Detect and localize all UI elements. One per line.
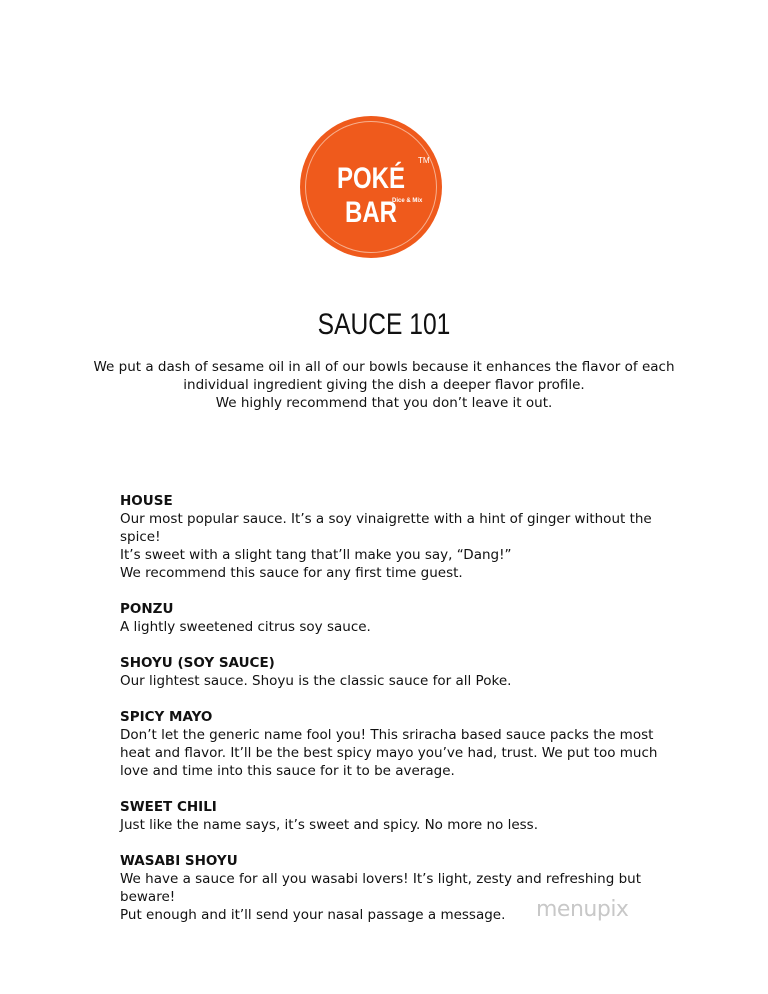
sauce-description-line: It’s sweet with a slight tang that’ll make you say, “Dang!”: [120, 547, 512, 563]
logo-tagline: Dice & Mix: [392, 198, 423, 204]
intro-text: [0, 358, 768, 412]
sauce-description-line: Our lightest sauce. Shoyu is the classic sauce for all Poke.: [120, 673, 512, 689]
sauce-name: HOUSE: [120, 493, 173, 509]
sauce-description-line: Just like the name says, it’s sweet and spicy. No more no less.: [120, 817, 538, 833]
sauce-item: [120, 654, 680, 690]
sauce-name: SPICY MAYO: [120, 709, 213, 725]
sauce-item: [120, 492, 680, 582]
menupix-watermark: menupix: [536, 897, 629, 922]
page-title: SAUCE 101: [317, 308, 451, 341]
sauce-name: WASABI SHOYU: [120, 853, 238, 869]
sauce-description-line: heat and flavor. It’ll be the best spicy mayo you’ve had, trust. We put too much: [120, 745, 658, 761]
sauce-description-line: love and time into this sauce for it to be average.: [120, 763, 455, 779]
intro-line: We highly recommend that you don’t leave it out.: [215, 395, 553, 411]
sauce-description-line: We recommend this sauce for any first time guest.: [120, 565, 463, 581]
intro-line: individual ingredient giving the dish a deeper flavor profile.: [183, 377, 585, 393]
logo-trademark: TM: [418, 156, 430, 165]
sauce-name: SWEET CHILI: [120, 799, 217, 815]
sauce-description-line: Don’t let the generic name fool you! This sriracha based sauce packs the most: [120, 727, 654, 743]
sauce-description-line: Our most popular sauce. It’s a soy vinaigrette with a hint of ginger without the spice!: [120, 511, 652, 545]
intro-line: We put a dash of sesame oil in all of our bowls because it enhances the flavor of each: [93, 359, 675, 375]
sauce-description-line: We have a sauce for all you wasabi lovers! It’s light, zesty and refreshing but beware!: [120, 871, 641, 905]
sauce-name: SHOYU (SOY SAUCE): [120, 655, 275, 671]
sauce-item: [120, 708, 680, 780]
poke-bar-logo: [300, 116, 442, 258]
sauce-name: PONZU: [120, 601, 174, 617]
sauce-description-line: A lightly sweetened citrus soy sauce.: [120, 619, 371, 635]
sauce-description-line: Put enough and it’ll send your nasal passage a message.: [120, 907, 506, 923]
sauce-list: [120, 492, 680, 942]
sauce-item: [120, 798, 680, 834]
sauce-item: [120, 600, 680, 636]
logo-name: POKÉ BAR: [336, 162, 406, 229]
